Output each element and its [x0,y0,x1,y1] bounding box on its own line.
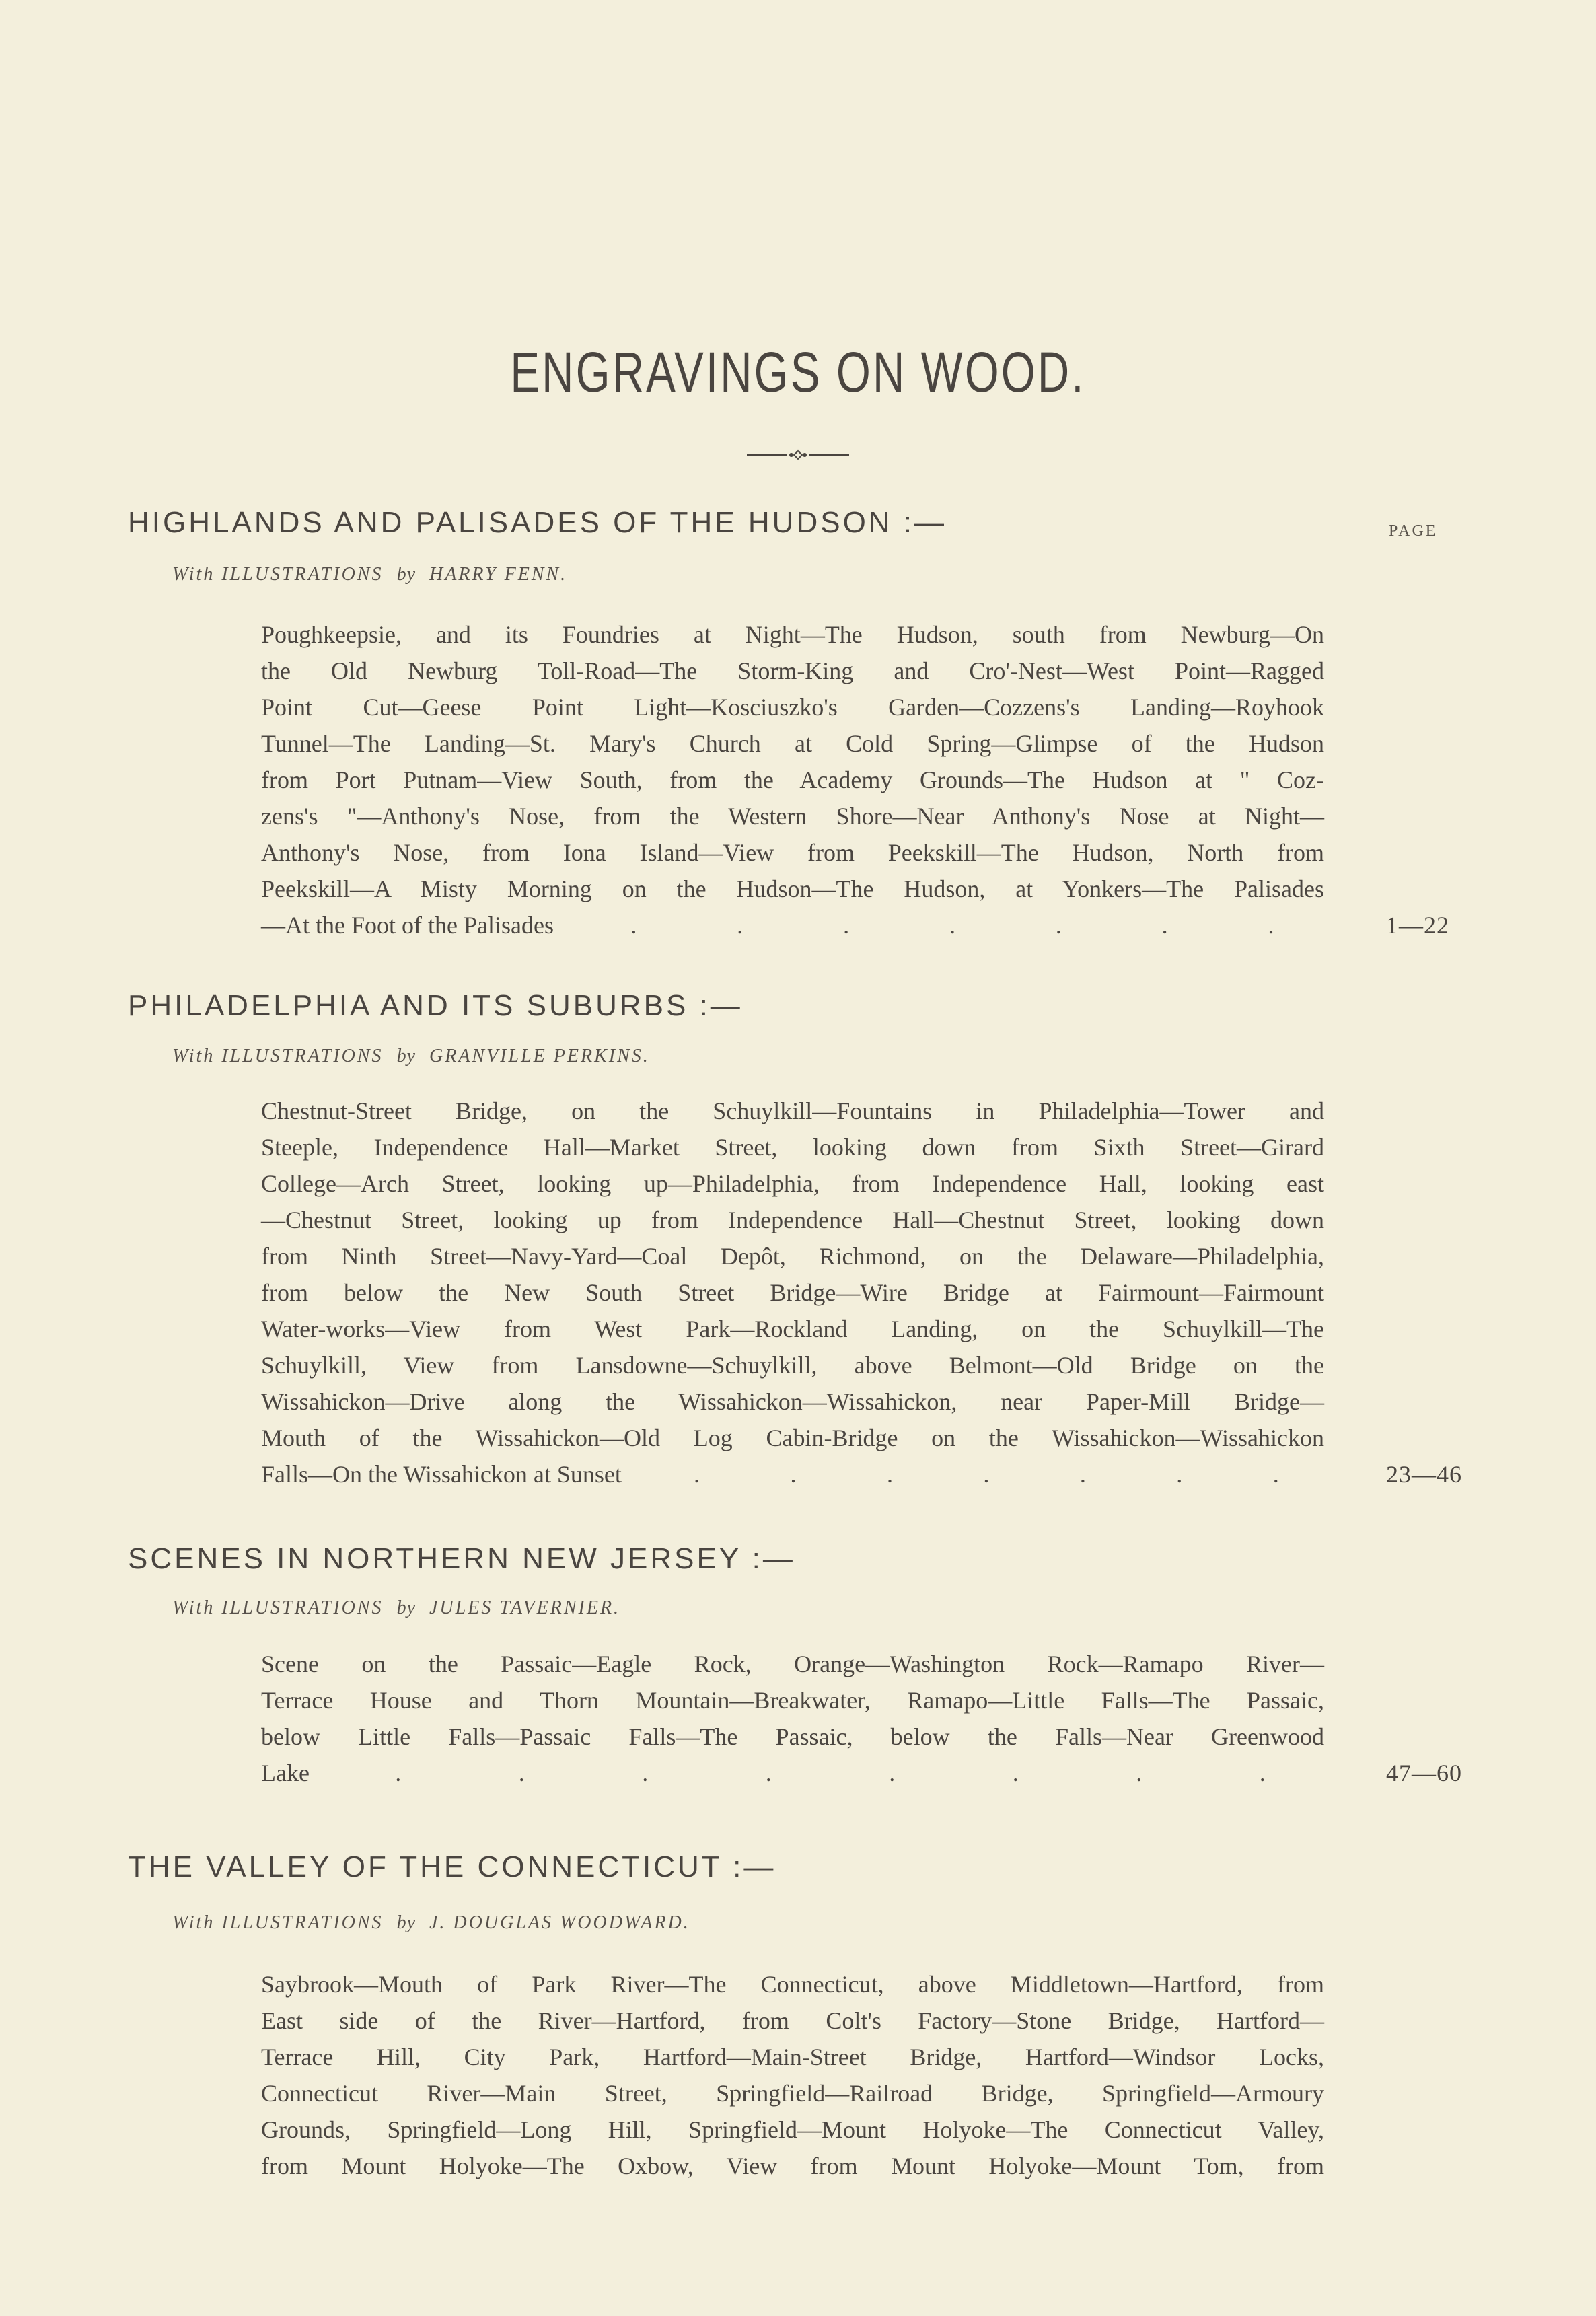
credit-prefix: With ILLUSTRATIONS [172,1597,384,1618]
section-heading: HIGHLANDS AND PALISADES OF THE HUDSON :— [128,506,947,539]
page-range: 23—46 [1386,1461,1462,1488]
credit-artist: GRANVILLE PERKINS. [429,1046,650,1066]
body-line: Schuylkill, View from Lansdowne—Schuylkill, above Belmont—Old Bridge on the [261,1352,1324,1379]
dot-leader: . . . . . . . . [395,1760,1266,1786]
credit-artist: J. DOUGLAS WOODWARD. [429,1912,690,1933]
body-line: Anthony's Nose, from Iona Island—View from Peekskill—The Hudson, North from [261,839,1324,866]
last-line-text: Falls—On the Wissahickon at Sunset [261,1461,622,1488]
body-line: Chestnut-Street Bridge, on the Schuylkill—Fountains in Philadelphia—Tower and [261,1097,1324,1124]
credit-prefix: With ILLUSTRATIONS [172,564,384,585]
dot-leader: . . . . . . . [630,912,1274,939]
body-line: East side of the River—Hartford, from Colt's Factory—Stone Bridge, Hartford— [261,2007,1324,2034]
last-line-text: Lake [261,1760,310,1786]
credit-by: by [396,1046,416,1066]
body-line: Water-works—View from West Park—Rockland Landing, on the Schuylkill—The [261,1315,1324,1342]
body-line: Peekskill—A Misty Morning on the Hudson—The Hudson, at Yonkers—The Palisades [261,875,1324,902]
body-line: below Little Falls—Passaic Falls—The Passaic, below the Falls—Near Greenwood [261,1723,1324,1750]
body-line: Terrace Hill, City Park, Hartford—Main-Street Bridge, Hartford—Windsor Locks, [261,2043,1324,2070]
body-line: Scene on the Passaic—Eagle Rock, Orange—Washington Rock—Ramapo River— [261,1651,1324,1677]
body-line: from Mount Holyoke—The Oxbow, View from Mount Holyoke—Mount Tom, from [261,2152,1324,2179]
section-body [261,1966,1324,2184]
last-line-text: —At the Foot of the Palisades [261,912,554,939]
section-credit [172,1597,620,1619]
page-column-label: PAGE [1389,522,1438,540]
body-line: Steeple, Independence Hall—Market Street, looking down from Sixth Street—Girard [261,1134,1324,1161]
section-heading: SCENES IN NORTHERN NEW JERSEY :— [128,1542,795,1575]
credit-by: by [396,1912,416,1933]
section-body [261,1646,1324,1791]
body-last-line [261,1755,1324,1791]
body-line: from Port Putnam—View South, from the Academy Grounds—The Hudson at " Coz- [261,766,1324,793]
credit-by: by [396,564,416,585]
body-line: College—Arch Street, looking up—Philadelphia, from Independence Hall, looking east [261,1170,1324,1197]
body-line: Connecticut River—Main Street, Springfield—Railroad Bridge, Springfield—Armoury [261,2080,1324,2107]
section-credit [172,564,567,585]
credit-artist: HARRY FENN. [429,564,568,585]
body-line: the Old Newburg Toll-Road—The Storm-King and Cro'-Nest—West Point—Ragged [261,657,1324,684]
body-line: —Chestnut Street, looking up from Independence Hall—Chestnut Street, looking down [261,1206,1324,1233]
body-last-line [261,907,1324,943]
dot-leader: . . . . . . . [694,1461,1279,1488]
body-line: Point Cut—Geese Point Light—Kosciuszko's Garden—Cozzens's Landing—Royhook [261,694,1324,721]
credit-prefix: With ILLUSTRATIONS [172,1912,384,1933]
body-line: Poughkeepsie, and its Foundries at Night—The Hudson, south from Newburg—On [261,621,1324,648]
section-heading: PHILADELPHIA AND ITS SUBURBS :— [128,989,743,1022]
ornament-divider [747,447,849,463]
body-last-line [261,1456,1324,1492]
credit-by: by [396,1597,416,1618]
page-range: 1—22 [1386,912,1449,939]
body-line: Wissahickon—Drive along the Wissahickon—Wissahickon, near Paper-Mill Bridge— [261,1388,1324,1415]
body-line: from below the New South Street Bridge—Wire Bridge at Fairmount—Fairmount [261,1279,1324,1306]
body-line: Tunnel—The Landing—St. Mary's Church at Cold Spring—Glimpse of the Hudson [261,730,1324,757]
page-title: ENGRAVINGS ON WOOD. [510,340,1086,404]
body-line: Terrace House and Thorn Mountain—Breakwater, Ramapo—Little Falls—The Passaic, [261,1687,1324,1714]
section-credit [172,1912,690,1934]
page-range: 47—60 [1386,1760,1462,1786]
body-line: Mouth of the Wissahickon—Old Log Cabin-Bridge on the Wissahickon—Wissahickon [261,1424,1324,1451]
body-line: Saybrook—Mouth of Park River—The Connecticut, above Middletown—Hartford, from [261,1971,1324,1998]
body-line: from Ninth Street—Navy-Yard—Coal Depôt, Richmond, on the Delaware—Philadelphia, [261,1243,1324,1270]
section-body [261,1093,1324,1492]
section-heading: THE VALLEY OF THE CONNECTICUT :— [128,1850,776,1883]
section-credit [172,1046,650,1067]
body-line: zens's "—Anthony's Nose, from the Western Shore—Near Anthony's Nose at Night— [261,803,1324,830]
section-body [261,616,1324,943]
body-line: Grounds, Springfield—Long Hill, Springfield—Mount Holyoke—The Connecticut Valley, [261,2116,1324,2143]
credit-artist: JULES TAVERNIER. [429,1597,621,1618]
credit-prefix: With ILLUSTRATIONS [172,1046,384,1066]
